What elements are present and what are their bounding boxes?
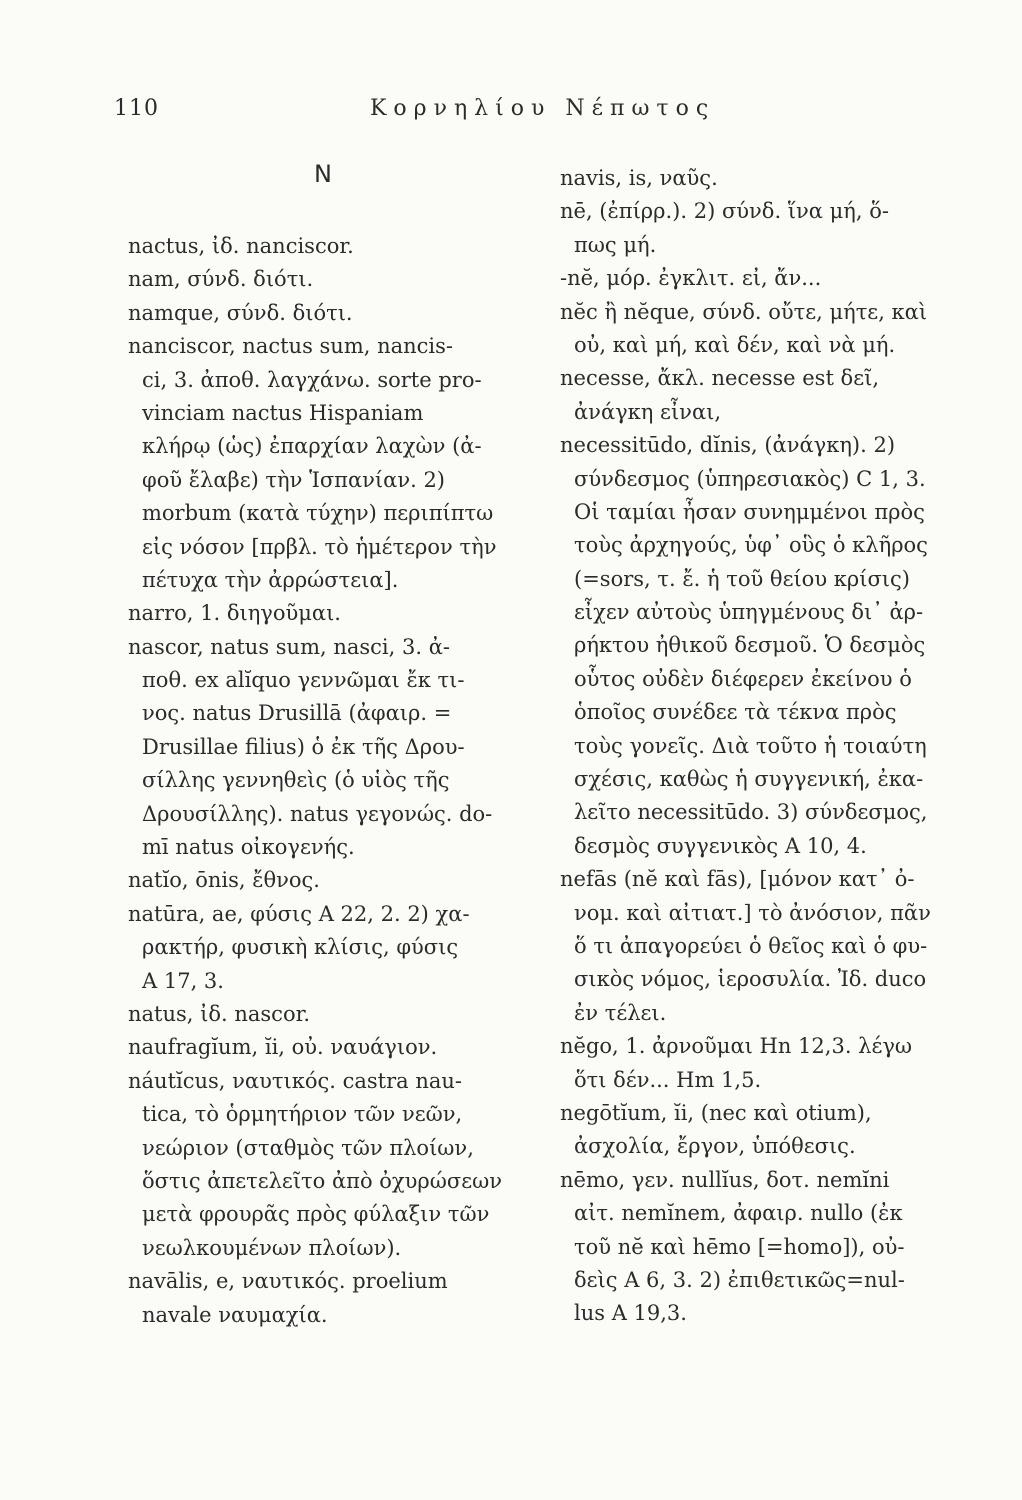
dictionary-line: ὁποῖος συνέδεε τὰ τέκνα πρὸς [574,700,897,725]
dictionary-line: τοὺς ἀρχηγούς, ὑφ᾽ οὓς ὁ κλῆρος [574,533,928,558]
dictionary-line: nēmo, γεν. nullĭus, δοτ. nemĭni [560,1167,890,1192]
dictionary-line: ἐν τέλει. [574,1000,667,1025]
dictionary-line: nĕc ἢ nĕque, σύνδ. οὔτε, μήτε, καὶ [560,299,928,324]
dictionary-line: ci, 3. ἀποθ. λαγχάνω. sorte pro- [142,367,482,392]
dictionary-line: -nĕ, μόρ. ἐγκλιτ. εἰ, ἄν... [560,266,822,291]
dictionary-line: necessitūdo, dĭnis, (ἀνάγκη). 2) [560,433,896,458]
dictionary-line: nē, (ἐπίρρ.). 2) σύνδ. ἵνα μή, ὅ- [560,199,889,224]
dictionary-line: πέτυχα τὴν ἀρρώστεια]. [142,567,399,592]
dictionary-line: Δρουσίλλης). natus γεγονώς. do- [142,801,493,826]
dictionary-line: nefās (nĕ καὶ fās), [μόνον κατ᾽ ὀ- [560,867,915,892]
dictionary-line: (=sors, τ. ἔ. ἡ τοῦ θείου κρίσις) [574,566,910,591]
section-letter-heading: N [314,160,332,188]
dictionary-line: μετὰ φρουρᾶς πρὸς φύλαξιν τῶν [142,1202,490,1227]
dictionary-line: ὅστις ἀπετελεῖτο ἀπὸ ὀχυρώσεων [142,1168,502,1193]
dictionary-line: εἶχεν αὐτοὺς ὑπηγμένους δι᾽ ἀρ- [574,600,924,625]
dictionary-line: σχέσις, καθὼς ἡ συγγενική, ἐκα- [574,767,924,792]
dictionary-line: κλήρῳ (ὡς) ἐπαρχίαν λαχὼν (ἀ- [142,434,482,459]
dictionary-line: ρήκτου ἠθικοῦ δεσμοῦ. Ὁ δεσμὸς [574,633,926,658]
dictionary-line: τοῦ nĕ καὶ hēmo [=homo]), οὐ- [574,1234,905,1259]
dictionary-line: necesse, ἄκλ. necesse est δεῖ, [560,366,879,391]
dictionary-line: ποθ. ex alĭquo γεννῶμαι ἔκ τι- [142,668,465,693]
dictionary-line: navālis, e, ναυτικός. proelium [128,1269,448,1294]
dictionary-line: nanciscor, nactus sum, nancis- [128,334,454,359]
dictionary-line: natĭo, ōnis, ἔθνος. [128,868,320,893]
dictionary-line: Οἱ ταμίαι ἦσαν συνημμένοι πρὸς [574,499,925,524]
dictionary-line: ὅ τι ἀπαγορεύει ὁ θεῖος καὶ ὁ φυ- [574,933,928,958]
dictionary-line: natus, ἰδ. nascor. [128,1001,310,1026]
dictionary-line: nactus, ἰδ. nanciscor. [128,234,354,258]
dictionary-line: nascor, natus sum, nasci, 3. ἀ- [128,634,450,659]
dictionary-line: naufragĭum, ĭi, οὐ. ναυάγιον. [128,1035,438,1060]
dictionary-line: σικὸς νόμος, ἱεροσυλία. Ἰδ. duco [574,967,927,992]
page-number: 110 [114,96,159,121]
dictionary-line: tica, τὸ ὁρμητήριον τῶν νεῶν, [142,1102,463,1127]
right-column [560,162,980,1331]
dictionary-line: ρακτήρ, φυσικὴ κλίσις, φύσις [142,935,459,960]
dictionary-line: A 17, 3. [142,968,224,993]
dictionary-line: vinciam nactus Hispaniam [142,400,424,425]
dictionary-line: narro, 1. διηγοῦμαι. [128,601,341,626]
dictionary-line: natūra, ae, φύσις A 22, 2. 2) χα- [128,901,470,926]
dictionary-line: ἀσχολία, ἔργον, ὑπόθεσις. [574,1134,856,1159]
dictionary-line: nam, σύνδ. διότι. [128,267,314,292]
dictionary-line: mī natus οἰκογενής. [142,835,355,860]
dictionary-line: Drusillae filius) ὁ ἐκ τῆς Δρου- [142,734,465,759]
dictionary-line: navis, is, ναῦς. [560,166,718,190]
left-column [128,230,548,1332]
dictionary-line: σίλλης γεννηθεὶς (ὁ υἱὸς τῆς [142,768,450,793]
running-title: Κορνηλίου Νέπωτος [370,96,716,121]
dictionary-line: νος. natus Drusillā (ἀφαιρ. = [142,701,452,726]
dictionary-line: navale ναυμαχία. [142,1302,328,1327]
dictionary-line: οὗτος οὐδὲν διέφερεν ἐκείνου ὁ [574,666,912,691]
dictionary-line: σύνδεσμος (ὑπηρεσιακὸς) C 1, 3. [574,466,926,491]
dictionary-line: φοῦ ἔλαβε) τὴν Ἱσπανίαν. 2) [142,467,446,492]
dictionary-line: λεῖτο necessitūdo. 3) σύνδεσμος, [574,800,928,825]
dictionary-line: οὐ, καὶ μή, καὶ δέν, καὶ νὰ μή. [574,332,896,357]
dictionary-line: νεωλκουμένων πλοίων). [142,1235,402,1260]
dictionary-line: δεσμὸς συγγενικὸς A 10, 4. [574,833,867,858]
dictionary-line: náutĭcus, ναυτικός. castra nau- [128,1068,462,1093]
dictionary-line: τοὺς γονεῖς. Διὰ τοῦτο ἡ τοιαύτη [574,733,927,758]
dictionary-line: εἰς νόσον [πρβλ. τὸ ἡμέτερον τὴν [142,534,497,559]
dictionary-line: αἰτ. nemĭnem, ἀφαιρ. nullo (ἐκ [574,1201,903,1226]
dictionary-line: πως μή. [574,232,657,257]
dictionary-line: νομ. καὶ αἰτιατ.] τὸ ἀνόσιον, πᾶν [574,900,931,925]
dictionary-line: nĕgo, 1. ἀρνοῦμαι Hn 12,3. λέγω [560,1034,913,1059]
dictionary-line: ὅτι δέν... Hm 1,5. [574,1067,762,1092]
dictionary-line: δεὶς A 6, 3. 2) ἐπιθετικῶς=nul- [574,1267,905,1292]
dictionary-line: ἀνάγκη εἶναι, [574,399,722,424]
dictionary-line: morbum (κατὰ τύχην) περιπίπτω [142,501,494,526]
dictionary-line: namque, σύνδ. διότι. [128,300,353,325]
dictionary-line: νεώριον (σταθμὸς τῶν πλοίων, [142,1135,474,1160]
dictionary-line: lus A 19,3. [574,1301,687,1326]
dictionary-line: negōtĭum, ĭi, (nec καὶ otium), [560,1100,872,1125]
